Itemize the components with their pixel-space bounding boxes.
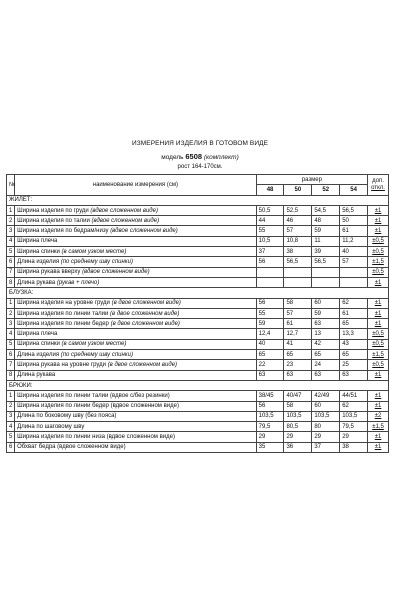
- size-value: 48: [312, 216, 340, 226]
- row-number: 2: [7, 216, 15, 226]
- size-value: [256, 277, 284, 287]
- col-number-header: №: [7, 175, 15, 196]
- size-value: 36: [284, 442, 312, 452]
- size-value: 12,7: [284, 329, 312, 339]
- size-value: 23: [284, 360, 312, 370]
- measurement-name: [15, 298, 256, 308]
- tolerance-value: ±1: [368, 277, 389, 287]
- size-value: 61: [284, 319, 312, 329]
- size-value: 103,5: [312, 411, 340, 421]
- tolerance-label-1: доп.: [372, 177, 384, 184]
- size-value: 80: [312, 422, 340, 432]
- row-number: 1: [7, 298, 15, 308]
- measurement-label: Ширина изделия по линии бедер (вдвое сложенном виде): [17, 403, 179, 410]
- size-value: 103,5: [256, 411, 284, 421]
- size-52: 52: [312, 185, 340, 195]
- row-number: 7: [7, 267, 15, 277]
- measurement-name: [15, 432, 256, 442]
- tolerance-value: ±1: [368, 298, 389, 308]
- table-row: [7, 226, 389, 236]
- size-value: 59: [312, 226, 340, 236]
- size-value: 65: [340, 350, 368, 360]
- size-value: [284, 277, 312, 287]
- measurement-name: [15, 267, 256, 277]
- measurement-name: [15, 236, 256, 246]
- row-number: 5: [7, 432, 15, 442]
- measurements-table: [6, 174, 389, 453]
- size-value: 65: [284, 350, 312, 360]
- size-value: 39: [312, 247, 340, 257]
- size-value: 44: [256, 216, 284, 226]
- size-value: 63: [284, 370, 312, 380]
- size-value: 13,3: [340, 329, 368, 339]
- tolerance-value: ±1: [368, 442, 389, 452]
- measurement-note: (в самом узком месте): [61, 341, 127, 348]
- tolerance-value: ±1,5: [368, 257, 389, 267]
- size-value: 35: [256, 442, 284, 452]
- table-row: [7, 442, 389, 452]
- size-value: 59: [256, 319, 284, 329]
- size-value: 55: [256, 226, 284, 236]
- size-value: 56: [256, 298, 284, 308]
- row-number: 8: [7, 277, 15, 287]
- size-50: 50: [284, 185, 312, 195]
- measurement-label: Ширина изделия по линии бедер: [17, 320, 109, 327]
- row-number: 8: [7, 370, 15, 380]
- size-value: 63: [256, 370, 284, 380]
- size-value: 103,5: [284, 411, 312, 421]
- measurement-label: Длина изделия: [17, 351, 60, 358]
- measurement-label: Ширина изделия по линии талии (вдвое с/без резинки): [17, 392, 170, 399]
- measurement-label: Длина рукава: [17, 372, 56, 379]
- tolerance-value: ±1: [368, 319, 389, 329]
- row-number: 3: [7, 411, 15, 421]
- measurement-label: Ширина рукава на уровне груди: [17, 361, 107, 368]
- size-value: 38/45: [256, 391, 284, 401]
- measurement-note: (в двое сложенном виде): [110, 310, 180, 317]
- size-value: 65: [256, 350, 284, 360]
- row-number: 5: [7, 339, 15, 349]
- tolerance-value: ±1: [368, 432, 389, 442]
- size-value: 61: [340, 226, 368, 236]
- measurement-label: Длина рукава: [17, 279, 56, 286]
- size-value: 63: [312, 370, 340, 380]
- tolerance-label-2: откл.: [371, 184, 385, 191]
- row-number: 4: [7, 236, 15, 246]
- size-value: 63: [340, 370, 368, 380]
- size-value: 22: [256, 360, 284, 370]
- row-number: 3: [7, 319, 15, 329]
- measurement-label: Ширина плеча: [17, 331, 58, 338]
- size-value: 58: [284, 401, 312, 411]
- tolerance-value: ±0,5: [368, 247, 389, 257]
- table-row: [7, 422, 389, 432]
- measurement-name: [15, 422, 256, 432]
- size-value: 25: [340, 360, 368, 370]
- tolerance-value: ±1: [368, 370, 389, 380]
- table-row: [7, 205, 389, 215]
- size-value: 65: [340, 319, 368, 329]
- measurement-name: [15, 257, 256, 267]
- size-value: [284, 267, 312, 277]
- row-number: 3: [7, 226, 15, 236]
- section-title: БЛУЗКА:: [7, 288, 389, 298]
- size-value: 50: [340, 216, 368, 226]
- tolerance-value: ±1,5: [368, 422, 389, 432]
- size-value: 38: [340, 442, 368, 452]
- model-label: модель: [161, 154, 184, 161]
- size-54: 54: [340, 185, 368, 195]
- table-row: [7, 319, 389, 329]
- measurement-note: (вдвое сложенном виде): [90, 207, 158, 214]
- section-title: БРЮКИ:: [7, 380, 389, 390]
- size-value: 38: [284, 247, 312, 257]
- size-value: 79,5: [256, 422, 284, 432]
- size-value: 56: [256, 401, 284, 411]
- col-tolerance-header: [368, 175, 389, 196]
- row-number: 1: [7, 205, 15, 215]
- section-row: [7, 288, 389, 298]
- measurement-label: Длина изделия: [17, 259, 60, 266]
- model-note: (комплект): [203, 154, 239, 161]
- measurement-note: (в двое сложенном виде): [111, 300, 181, 307]
- table-row: [7, 391, 389, 401]
- size-value: 79,5: [340, 422, 368, 432]
- measurement-name: [15, 216, 256, 226]
- measurement-name: [15, 205, 256, 215]
- measurement-name: [15, 411, 256, 421]
- table-row: [7, 350, 389, 360]
- size-value: 59: [312, 308, 340, 318]
- measurement-note: (вдвое сложенном виде): [91, 217, 160, 224]
- measurement-label: Обхват бедра (вдвое сложенном виде): [17, 444, 126, 451]
- table-row: [7, 236, 389, 246]
- measurement-note: (в самом узком месте): [61, 248, 127, 255]
- model-number: 6508: [185, 152, 203, 161]
- tolerance-value: ±0,5: [368, 360, 389, 370]
- row-number: 7: [7, 360, 15, 370]
- tolerance-value: ±0,5: [368, 267, 389, 277]
- measurement-label: Длина по шаговому шву: [17, 423, 85, 430]
- size-value: 57: [340, 257, 368, 267]
- row-number: 6: [7, 350, 15, 360]
- size-value: 37: [312, 442, 340, 452]
- size-value: 42: [312, 339, 340, 349]
- table-row: [7, 329, 389, 339]
- measurement-note: (рукав + плечо): [56, 279, 100, 286]
- measurement-name: [15, 360, 256, 370]
- row-number: 6: [7, 442, 15, 452]
- tolerance-value: ±1: [368, 226, 389, 236]
- tolerance-value: ±1: [368, 308, 389, 318]
- model-line: [0, 152, 400, 161]
- size-value: 56,5: [340, 205, 368, 215]
- size-value: 24: [312, 360, 340, 370]
- size-value: 57: [284, 226, 312, 236]
- section-row: [7, 195, 389, 205]
- size-value: 12,4: [256, 329, 284, 339]
- size-value: 50,5: [256, 205, 284, 215]
- row-number: 1: [7, 391, 15, 401]
- size-value: 56: [256, 257, 284, 267]
- size-value: 29: [340, 432, 368, 442]
- size-value: 56,5: [312, 257, 340, 267]
- table-row: [7, 411, 389, 421]
- measurement-label: Ширина плеча: [17, 238, 58, 245]
- measurement-label: Ширина рукава вверху: [17, 269, 81, 276]
- measurement-name: [15, 329, 256, 339]
- table-row: [7, 370, 389, 380]
- measurement-note: (вдвое сложенном виде): [110, 228, 178, 235]
- size-value: 63: [312, 319, 340, 329]
- size-value: 13: [312, 329, 340, 339]
- size-value: [340, 277, 368, 287]
- row-number: 2: [7, 308, 15, 318]
- tolerance-value: ±1: [368, 205, 389, 215]
- tolerance-value: ±1: [368, 401, 389, 411]
- size-value: 44/51: [340, 391, 368, 401]
- measurement-name: [15, 370, 256, 380]
- measurement-label: Ширина изделия по груди: [17, 207, 89, 214]
- size-value: 56,5: [284, 257, 312, 267]
- size-value: 60: [312, 401, 340, 411]
- row-number: 4: [7, 422, 15, 432]
- table-row: [7, 308, 389, 318]
- size-value: 29: [284, 432, 312, 442]
- measurement-name: [15, 247, 256, 257]
- measurement-label: Ширина изделия по талии: [17, 217, 90, 224]
- size-value: 40/47: [284, 391, 312, 401]
- size-value: 10,8: [284, 236, 312, 246]
- measurement-label: Длина по боковому шву (без пояса): [17, 413, 117, 420]
- measurement-label: Ширина изделия по линии низа (вдвое сложенном виде): [17, 434, 175, 441]
- tolerance-value: ±1: [368, 216, 389, 226]
- table-row: [7, 267, 389, 277]
- row-number: 6: [7, 257, 15, 267]
- tolerance-value: ±0,5: [368, 329, 389, 339]
- size-value: 60: [312, 298, 340, 308]
- row-number: 4: [7, 329, 15, 339]
- col-size-header: размер: [256, 175, 367, 185]
- size-value: 103,5: [340, 411, 368, 421]
- size-value: 80,5: [284, 422, 312, 432]
- size-value: 43: [340, 339, 368, 349]
- size-value: 40: [256, 339, 284, 349]
- size-value: 29: [312, 432, 340, 442]
- size-value: 62: [340, 298, 368, 308]
- col-name-header: наименование измерения (см): [15, 175, 256, 196]
- table-row: [7, 216, 389, 226]
- size-value: 40: [340, 247, 368, 257]
- size-value: 42/49: [312, 391, 340, 401]
- measurement-name: [15, 350, 256, 360]
- size-value: 29: [256, 432, 284, 442]
- measurement-label: Ширина изделия на уровне груди: [17, 300, 110, 307]
- section-row: [7, 380, 389, 390]
- size-value: [312, 277, 340, 287]
- size-value: 41: [284, 339, 312, 349]
- tolerance-value: ±2: [368, 411, 389, 421]
- measurement-note: (в двое сложенном виде): [110, 320, 180, 327]
- table-row: [7, 401, 389, 411]
- size-value: 57: [284, 308, 312, 318]
- size-value: 11,2: [340, 236, 368, 246]
- size-value: 11: [312, 236, 340, 246]
- measurement-name: [15, 391, 256, 401]
- table-row: [7, 360, 389, 370]
- table-row: [7, 298, 389, 308]
- size-value: 65: [312, 350, 340, 360]
- measurement-note: (вдвое сложенном виде): [82, 269, 150, 276]
- measurement-name: [15, 277, 256, 287]
- height-range: рост 164-170см.: [177, 164, 223, 170]
- measurement-name: [15, 442, 256, 452]
- size-value: 62: [340, 401, 368, 411]
- measurement-note: (в двое сложенном виде): [107, 361, 178, 368]
- size-value: 61: [340, 308, 368, 318]
- size-value: 54,5: [312, 205, 340, 215]
- table-row: [7, 257, 389, 267]
- tolerance-value: ±0,5: [368, 339, 389, 349]
- size-value: 52,5: [284, 205, 312, 215]
- size-value: 46: [284, 216, 312, 226]
- row-number: 5: [7, 247, 15, 257]
- measurement-name: [15, 319, 256, 329]
- page-title: ИЗМЕРЕНИЯ ИЗДЕЛИЯ В ГОТОВОМ ВИДЕ: [131, 140, 269, 147]
- size-value: 58: [284, 298, 312, 308]
- measurement-label: Ширина спинки: [17, 248, 60, 255]
- tolerance-value: ±1,5: [368, 350, 389, 360]
- section-title: ЖИЛЕТ:: [7, 195, 389, 205]
- tolerance-value: ±0,5: [368, 236, 389, 246]
- size-value: 55: [256, 308, 284, 318]
- tolerance-value: ±1: [368, 391, 389, 401]
- size-value: [340, 267, 368, 277]
- table-header-row: [7, 175, 389, 185]
- measurement-name: [15, 339, 256, 349]
- size-value: [256, 267, 284, 277]
- size-value: 37: [256, 247, 284, 257]
- measurement-label: Ширина изделия по бедрам/низу: [17, 228, 109, 235]
- measurement-name: [15, 401, 256, 411]
- measurement-name: [15, 308, 256, 318]
- measurement-note: (по среднему шву спинки): [60, 259, 133, 266]
- row-number: 2: [7, 401, 15, 411]
- measurement-note: (по среднему шву спинки): [60, 351, 133, 358]
- table-row: [7, 247, 389, 257]
- table-row: [7, 277, 389, 287]
- size-48: 48: [256, 185, 284, 195]
- measurement-label: Ширина изделия по линии талии: [17, 310, 109, 317]
- measurement-label: Ширина спинки: [17, 341, 60, 348]
- table-row: [7, 339, 389, 349]
- table-row: [7, 432, 389, 442]
- size-value: [312, 267, 340, 277]
- measurement-name: [15, 226, 256, 236]
- size-value: 10,5: [256, 236, 284, 246]
